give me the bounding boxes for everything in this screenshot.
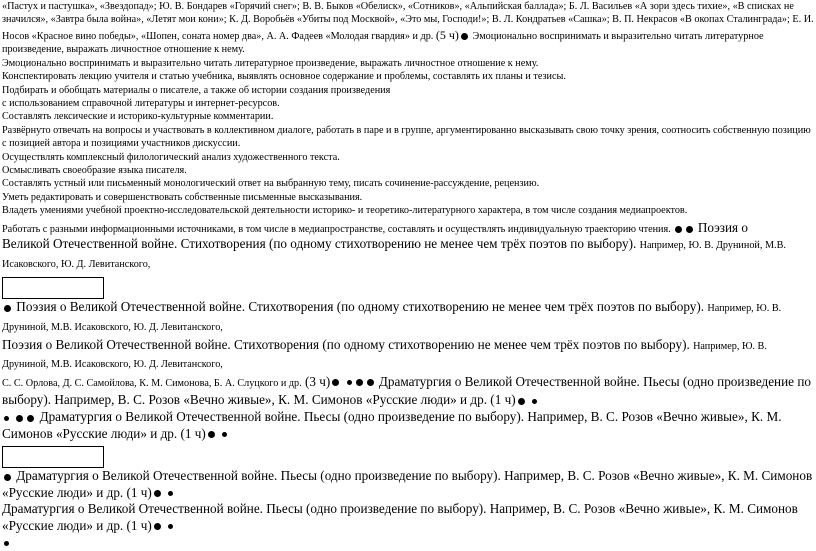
bullet-icon — [518, 398, 525, 405]
line-8: Осуществлять комплексный филологический анализ художественного текста. — [2, 151, 340, 163]
drama-line-c — [2, 468, 814, 501]
drama-line-d — [2, 501, 814, 534]
hours-1d: (1 ч) — [126, 518, 152, 533]
bullet-icon — [16, 415, 23, 422]
top-paragraph — [2, 0, 814, 57]
bullet-icon — [367, 379, 374, 386]
bullet-icon — [461, 33, 468, 40]
bullet-icon — [154, 523, 161, 530]
bullet-icon — [332, 379, 339, 386]
bullet-icon — [4, 416, 9, 421]
line-7: с позицией автора и позициями участников дискуссии. — [2, 138, 241, 150]
poetry-example-1: Например, Ю. В. Друниной, М.В. Исаковского, Ю. Д. Левитанского, — [2, 240, 786, 270]
drama-line-b — [2, 409, 814, 442]
bullet-icon — [154, 490, 161, 497]
poetry-example-2: Например, Ю. В. Друниной, М.В. Исаковского, Ю. Д. Левитанского, — [2, 303, 782, 334]
drama-text-b: Драматургия о Великой Отечественной войне. Пьесы (одно произведение по выбору). Например, В. С. Розов «Вечно живые», К. М. Симонов «Русские люди» и др. — [2, 409, 782, 441]
work-text: Работать с разными информационными источниками, в том числе в медиапространстве, составлять и осуществлять индивидуальную траекторию чтения. — [2, 223, 671, 235]
poetry-heading-2 — [2, 299, 814, 336]
hours-5: (5 ч) — [435, 27, 459, 42]
bullet-icon — [347, 380, 352, 385]
line-12: Владеть умениями учебной проектно-исследовательской деятельности историко- и теоретико-литературного характера, в том числе создания медиапроектов. — [2, 205, 688, 217]
final-bullet-line — [2, 535, 814, 551]
line-2: Конспектировать лекцию учителя и статью учебника, выявлять основное содержание и проблемы, составлять их планы и тезисы. — [2, 71, 566, 83]
empty-box — [2, 277, 104, 299]
bullet-icon — [686, 226, 693, 233]
empty-box-2 — [2, 446, 104, 468]
line-3: Подбирать и обобщать материалы о писателе, а также об истории создания произведения — [2, 84, 391, 96]
bullet-icon — [168, 491, 173, 496]
bullet-icon — [675, 226, 682, 233]
line-4: с использованием справочной литературы и интернет-ресурсов. — [2, 98, 280, 110]
hours-3: (3 ч) — [304, 373, 331, 389]
drama-text-a1: Драматургия о Великой Отечественной войне. Пьесы — [378, 373, 680, 389]
line-1: Эмоционально воспринимать и выразительно читать литературное произведение, выражать личностное отношение к нему. — [2, 57, 539, 69]
bullet-icon — [27, 415, 34, 422]
line-10: Составлять устный или письменный монологический ответ на выбранную тему, писать сочинение-рассуждение, рецензию. — [2, 178, 540, 190]
hours-1a: (1 ч) — [490, 392, 516, 408]
hours-1c: (1 ч) — [126, 484, 152, 500]
work-line — [2, 220, 814, 237]
poetry-text-3: Поэзия о Великой Отечественной войне. Стихотворения (по одному стихотворению не менее чем трёх поэтов по выбору). — [2, 336, 690, 352]
bullet-icon — [356, 379, 363, 386]
bullet-icon — [4, 541, 9, 546]
works-list: «Пастух и пастушка», «Звездопад»; Ю. В. Бондарев «Горячий снег»; В. В. Быков «Обелиск», «Сотников», «Альпийская баллада»; Б. Л. Васильев «А зори здесь тихие», «В списках не значился», «Завтра была война», «Летят мои кони»; К. Д. Воробьёв «Убиты под Москвой», «Это мы, Господи!»; В. Л. Кондратьев «Сашка»; В. П. Некрасов «В окопах Сталинграда»; Е. И. Носов «Красное вино победы», «Шопен, соната номер два», А. А. Фадеев «Молодая гвардия» и др. — [2, 1, 814, 42]
bullet-icon — [168, 524, 173, 529]
drama-text-a2: (одно произведение по выбору). Например, В. С. Розов «Вечно живые», К. М. Симонов «Русские люди» и др. — [2, 373, 811, 408]
authors-line — [2, 374, 814, 409]
poetry-heading-1 — [2, 236, 814, 273]
drama-text-d: Драматургия о Великой Отечественной войне. Пьесы (одно произведение по выбору). Например, В. С. Розов «Вечно живые», К. М. Симонов — [2, 501, 798, 517]
bullet-icon — [532, 399, 537, 404]
poetry-rest: Великой Отечественной войне. Стихотворения (по одному стихотворению не менее чем трёх поэтов по выбору). — [2, 236, 637, 252]
hours-1b: (1 ч) — [180, 425, 206, 441]
top-tail: Эмоционально воспринимать и выразительно читать литературное произведение, выражать личностное отношение к нему. — [2, 30, 764, 56]
bullet-icon — [208, 431, 215, 438]
line-6: Развёрнуто отвечать на вопросы и участвовать в коллективном диалоге, работать в паре и в группе, аргументированно высказывать свою точку зрения, соотносить собственную позицию — [2, 124, 811, 136]
drama-text-c2: Симонов «Русские люди» и др. — [2, 468, 813, 500]
poetry-authors: С. С. Орлова, Д. С. Самойлова, К. М. Симонова, Б. А. Слуцкого и др. — [2, 377, 302, 389]
bullet-icon — [222, 432, 227, 437]
poetry-pre: Поэзия о — [697, 219, 748, 235]
poetry-example-3: Например, Ю. В. Друниной, М.В. Исаковского, Ю. Д. Левитанского, — [2, 340, 767, 371]
poetry-heading-3 — [2, 337, 814, 374]
bullet-icon — [4, 305, 11, 312]
bullet-icon — [4, 474, 11, 481]
poetry-text-2: Поэзия о Великой Отечественной войне. Стихотворения (по одному стихотворению не менее чем трёх поэтов по выбору). — [16, 299, 705, 315]
drama-text-d2: «Русские люди» и др. — [2, 518, 124, 533]
drama-text-c: Драматургия о Великой Отечественной войне. Пьесы (одно произведение по выбору). Например, В. С. Розов «Вечно живые», К. М. — [16, 468, 759, 484]
line-11: Уметь редактировать и совершенствовать собственные письменные высказывания. — [2, 191, 363, 203]
line-5: Составлять лексические и историко-культурные комментарии. — [2, 111, 274, 123]
line-9: Осмысливать своеобразие языка писателя. — [2, 165, 187, 177]
